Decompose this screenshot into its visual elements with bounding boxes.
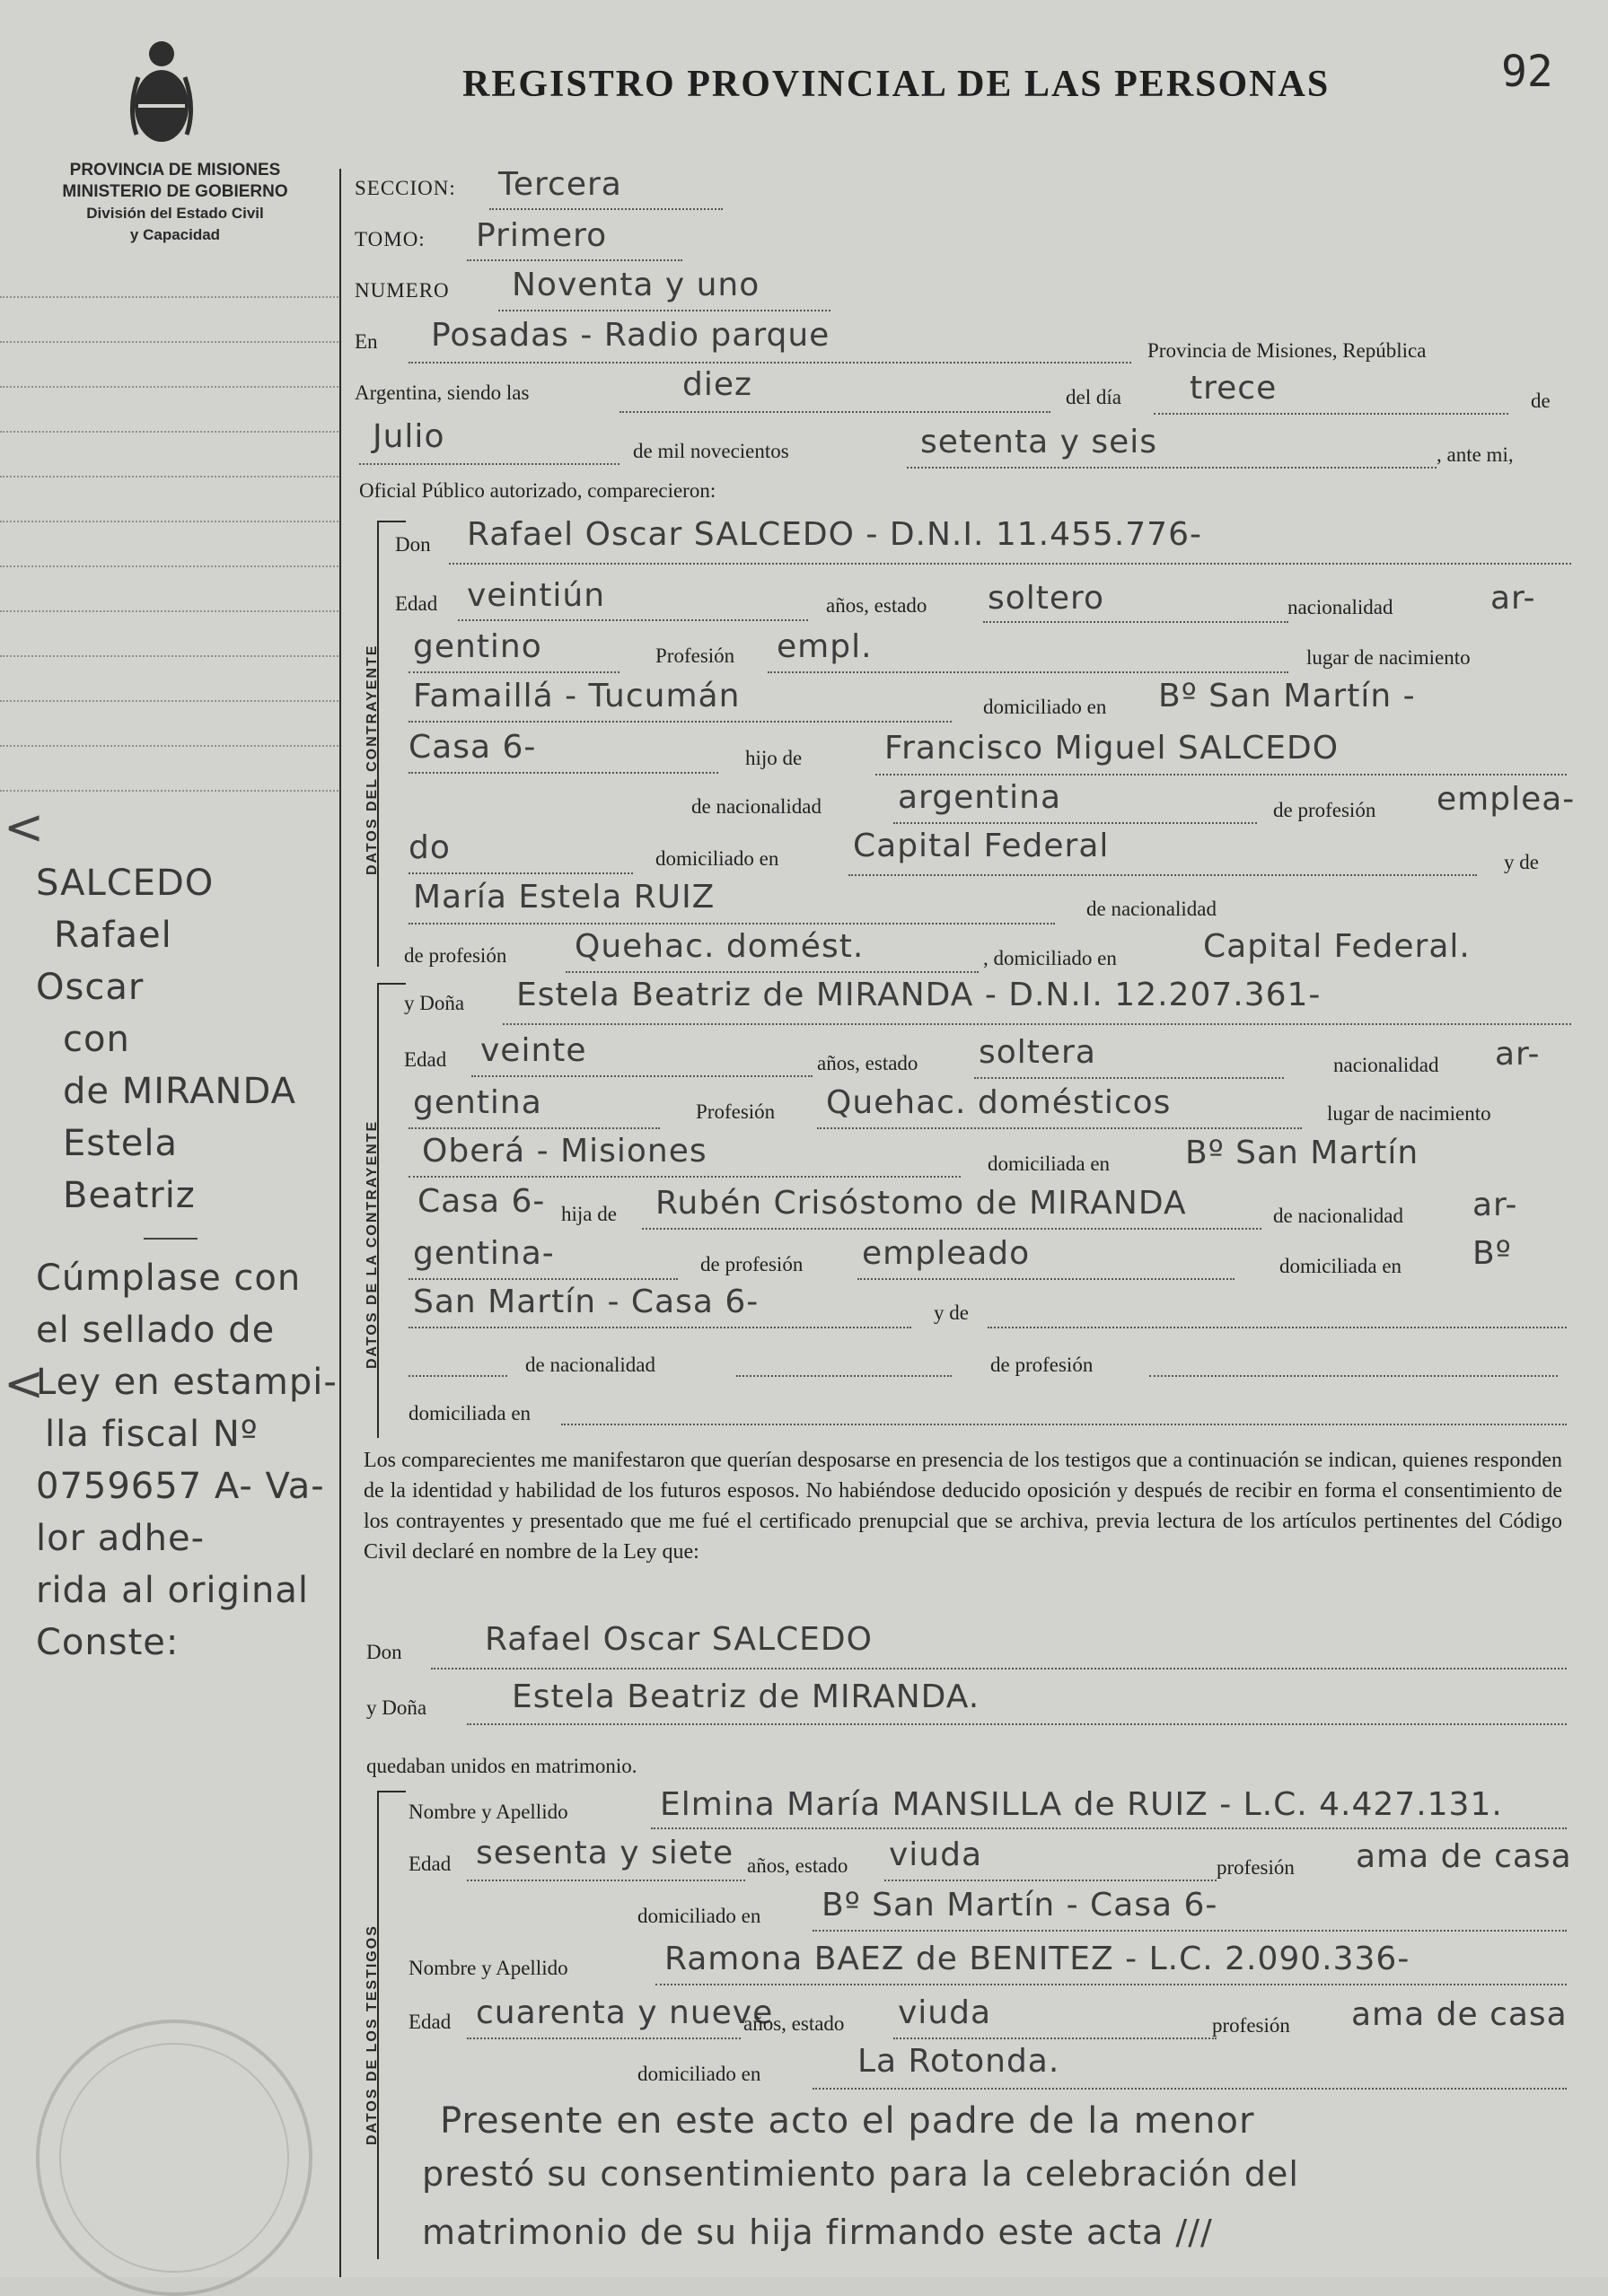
w1-name: Elmina María MANSILLA de RUIZ - L.C. 4.427.131. <box>660 1786 1503 1823</box>
witness-note-line-2: prestó su consentimiento para la celebración del <box>422 2154 1299 2194</box>
bride-lugar-label: lugar de nacimiento <box>1327 1102 1491 1125</box>
groom-dom: Bº San Martín - <box>1158 678 1416 714</box>
month-value: Julio <box>373 418 445 455</box>
ante-mi-text: , ante mi, <box>1437 443 1514 466</box>
groom-mdom-label: , domiciliado en <box>983 947 1117 969</box>
groom-fnac: argentina <box>898 779 1062 816</box>
day-label: del día <box>1066 386 1121 408</box>
margin-note-line: 0759657 A- Va- <box>36 1466 325 1507</box>
w2-prof: ama de casa <box>1351 1996 1568 2033</box>
margin-arrow-icon: < <box>4 1355 45 1412</box>
bride-father: Rubén Crisóstomo de MIRANDA <box>655 1185 1187 1222</box>
margin-note-line: Ley en estampi- <box>36 1362 338 1403</box>
margin-note-line: Oscar <box>36 967 145 1008</box>
official-seal <box>36 2020 312 2296</box>
w2-edad-label: Edad <box>409 2011 452 2033</box>
bride-fnac-cont: gentina- <box>413 1235 555 1272</box>
margin-note-line: lla fiscal Nº <box>45 1414 259 1455</box>
margin-column <box>0 0 355 2277</box>
groom-bracket <box>377 521 406 967</box>
bride-fprof: empleado <box>862 1235 1031 1272</box>
bride-nac-cont: gentina <box>413 1084 542 1121</box>
declaration-paragraph: Los comparecientes me manifestaron que querían desposarse en presencia de los testigos que a continuación se indican, quienes responden de la identidad y habilidad de los futuros esposos. No habiéndose deducido oposición y después de recibir en forma el consentimiento de los contrayentes y presentado que me fué el certificado prenupcial que se archiva, previa lectura de los artículos pertinentes del Código Civil declaré en nombre de la Ley que: <box>364 1449 1562 1564</box>
groom-mnac-label: de nacionalidad <box>1086 898 1217 920</box>
w2-age: cuarenta y nueve <box>476 1994 774 2031</box>
bride-prof-label: Profesión <box>696 1100 776 1123</box>
bride-mprof-label: de profesión <box>990 1354 1094 1376</box>
year-value: setenta y seis <box>920 424 1158 460</box>
groom-mother: María Estela RUIZ <box>413 879 716 916</box>
office-ministry: MINISTERIO DE GOBIERNO <box>62 182 288 201</box>
witness-note-line-3: matrimonio de su hija firmando este acta /// <box>422 2213 1213 2252</box>
bride-mdom-label: domiciliada en <box>409 1402 532 1424</box>
margin-note-line: Conste: <box>36 1622 180 1663</box>
seccion-label: SECCION: <box>355 177 456 199</box>
witnesses-side-label: DATOS DE LOS TESTIGOS <box>365 1924 380 2145</box>
groom-dom-cont: Casa 6- <box>409 729 537 766</box>
decl-dona-label: y Doña <box>366 1696 427 1719</box>
w2-dom-label: domiciliado en <box>637 2063 761 2085</box>
groom-fdom-label: domiciliado en <box>655 847 779 870</box>
bride-dona-label: y Doña <box>404 992 465 1014</box>
document-title: REGISTRO PROVINCIAL DE LAS PERSONAS <box>462 64 1331 105</box>
margin-note-line: Cúmplase con <box>36 1258 302 1299</box>
bride-name: Estela Beatriz de MIRANDA - D.N.I. 12.207.361- <box>516 977 1322 1013</box>
bride-nac: ar- <box>1495 1036 1541 1073</box>
bride-fdom: Bº <box>1472 1235 1512 1272</box>
bride-estado-label: años, estado <box>817 1052 918 1074</box>
bride-dom-cont: Casa 6- <box>417 1183 546 1220</box>
bride-dom: Bº San Martín <box>1185 1135 1419 1171</box>
margin-note-line: lor adhe- <box>36 1518 206 1559</box>
bride-dom-label: domiciliada en <box>988 1152 1111 1175</box>
decl-bride: Estela Beatriz de MIRANDA. <box>512 1678 980 1715</box>
margin-note-line: SALCEDO <box>36 863 215 904</box>
groom-mprof-label: de profesión <box>404 944 507 967</box>
w2-name: Ramona BAEZ de BENITEZ - L.C. 2.090.336- <box>664 1941 1410 1977</box>
margin-note-line: rida al original <box>36 1570 310 1611</box>
groom-mdom: Capital Federal. <box>1203 928 1471 965</box>
province-text: Provincia de Misiones, República <box>1147 339 1427 362</box>
hour-value: diez <box>682 366 752 403</box>
bride-fnac-label: de nacionalidad <box>1273 1205 1403 1227</box>
oficial-text: Oficial Público autorizado, comparecieron: <box>359 479 716 502</box>
groom-nac: ar- <box>1490 580 1536 617</box>
decl-don-label: Don <box>366 1641 402 1663</box>
groom-fprof-cont: do <box>409 829 451 866</box>
margin-arrow-icon: < <box>4 799 45 855</box>
groom-don-label: Don <box>395 533 431 556</box>
groom-yde-label: y de <box>1504 851 1539 873</box>
groom-birthplace: Famaillá - Tucumán <box>413 678 741 714</box>
w1-dom-label: domiciliado en <box>637 1905 761 1927</box>
en-label: En <box>355 330 378 353</box>
bride-birthplace: Oberá - Misiones <box>422 1133 707 1170</box>
groom-fnac-label: de nacionalidad <box>691 795 822 818</box>
bride-nac-label: nacionalidad <box>1333 1054 1439 1076</box>
w2-name-label: Nombre y Apellido <box>409 1957 568 1979</box>
decl-closing: quedaban unidos en matrimonio. <box>366 1755 637 1777</box>
bride-age: veinte <box>480 1032 587 1069</box>
tomo-value: Primero <box>476 217 608 254</box>
witnesses-bracket <box>377 1791 406 2259</box>
groom-fdom: Capital Federal <box>853 828 1110 864</box>
groom-estado-label: años, estado <box>826 594 927 617</box>
w1-prof: ama de casa <box>1356 1838 1572 1875</box>
w2-estado: viuda <box>898 1994 992 2031</box>
w1-name-label: Nombre y Apellido <box>409 1801 568 1823</box>
de-label: de <box>1531 390 1551 412</box>
margin-note <box>36 857 359 1669</box>
groom-side-label: DATOS DEL CONTRAYENTE <box>365 644 380 875</box>
bride-fdom-label: domiciliada en <box>1279 1255 1402 1277</box>
bride-hija-label: hija de <box>561 1203 617 1225</box>
office-capacity: y Capacidad <box>129 226 221 243</box>
groom-nac-cont: gentino <box>413 628 542 665</box>
w1-estado-label: años, estado <box>747 1854 848 1877</box>
margin-note-line: Rafael <box>54 915 172 956</box>
folio-number: 92 <box>1501 47 1553 97</box>
bride-prof: Quehac. domésticos <box>826 1084 1172 1121</box>
bride-mnac-label: de nacionalidad <box>525 1354 655 1376</box>
w1-age: sesenta y siete <box>476 1835 734 1871</box>
groom-fprof: emplea- <box>1437 781 1576 818</box>
place-value: Posadas - Radio parque <box>431 317 830 354</box>
w1-estado: viuda <box>889 1836 983 1873</box>
groom-prof: empl. <box>777 628 873 665</box>
margin-note-line: Estela <box>63 1123 179 1164</box>
groom-mprof: Quehac. domést. <box>575 928 865 965</box>
w1-edad-label: Edad <box>409 1853 452 1875</box>
margin-divider <box>339 169 341 2277</box>
office-province: PROVINCIA DE MISIONES <box>69 161 281 180</box>
margin-note-line: Beatriz <box>63 1175 196 1216</box>
margin-note-line: de MIRANDA <box>63 1071 296 1112</box>
groom-fprof-label: de profesión <box>1273 799 1376 821</box>
witness-note-line-1: Presente en este acto el padre de la menor <box>440 2100 1255 2142</box>
coat-of-arms-icon <box>126 27 198 162</box>
office-division: División del Estado Civil <box>86 205 264 222</box>
seccion-value: Tercera <box>498 166 622 203</box>
numero-label: NUMERO <box>355 279 450 302</box>
bride-fdom-cont: San Martín - Casa 6- <box>413 1284 760 1320</box>
bride-estado: soltera <box>979 1034 1096 1071</box>
w2-dom: La Rotonda. <box>857 2043 1060 2080</box>
office-heading <box>36 160 314 246</box>
w2-prof-label: profesión <box>1212 2014 1290 2037</box>
groom-prof-label: Profesión <box>655 644 735 667</box>
bride-side-label: DATOS DE LA CONTRAYENTE <box>365 1119 380 1369</box>
tomo-label: TOMO: <box>355 228 426 250</box>
groom-dom-label: domiciliado en <box>983 696 1107 718</box>
day-value: trece <box>1190 370 1278 407</box>
w1-prof-label: profesión <box>1217 1856 1295 1879</box>
groom-name: Rafael Oscar SALCEDO - D.N.I. 11.455.776- <box>467 516 1202 553</box>
bride-edad-label: Edad <box>404 1048 447 1071</box>
groom-edad-label: Edad <box>395 592 438 615</box>
argentina-text: Argentina, siendo las <box>355 381 530 404</box>
numero-value: Noventa y uno <box>512 267 760 303</box>
bride-fprof-label: de profesión <box>700 1253 804 1275</box>
groom-estado: soltero <box>988 580 1105 617</box>
groom-father: Francisco Miguel SALCEDO <box>884 730 1340 767</box>
bride-fnac: ar- <box>1472 1187 1518 1223</box>
groom-lugar-label: lugar de nacimiento <box>1306 646 1471 669</box>
bride-yde-label: y de <box>934 1301 969 1324</box>
groom-age: veintiún <box>467 577 606 614</box>
margin-note-line: el sellado de <box>36 1310 276 1351</box>
w2-estado-label: años, estado <box>743 2012 845 2035</box>
groom-hijo-label: hijo de <box>745 747 803 769</box>
w1-dom: Bº San Martín - Casa 6- <box>822 1887 1218 1924</box>
decl-groom: Rafael Oscar SALCEDO <box>485 1621 873 1658</box>
year-label: de mil novecientos <box>633 440 789 462</box>
groom-nac-label: nacionalidad <box>1287 596 1393 618</box>
margin-note-line: con <box>63 1019 130 1060</box>
bride-bracket <box>377 983 406 1438</box>
